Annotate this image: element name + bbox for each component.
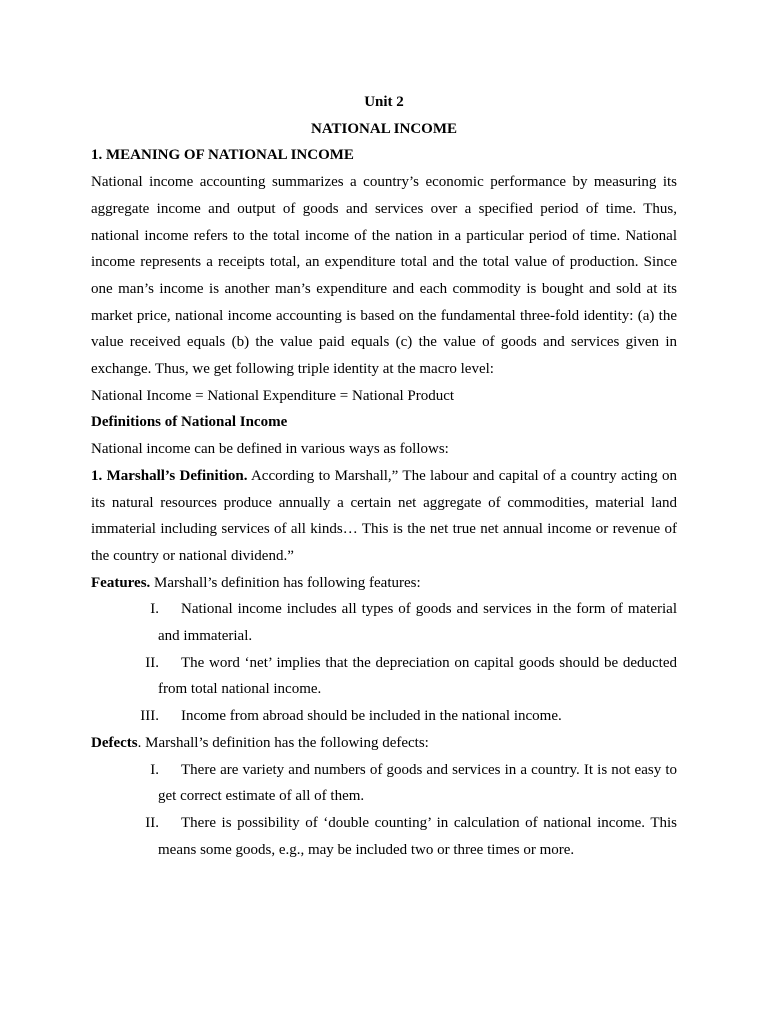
- intro-line: market price, national income accounting is based on the fundamental three-fold identity: (a) the: [91, 307, 677, 324]
- intro-line: exchange. Thus, we get following triple identity at the macro level:: [91, 361, 494, 378]
- defects-label: Defects: [91, 734, 138, 751]
- defects-text: . Marshall’s definition has the following defects:: [137, 734, 429, 751]
- list-item-continuation: means some goods, e.g., may be included two or three times or more.: [158, 841, 575, 858]
- features-intro: [91, 570, 677, 597]
- list-item: [91, 650, 677, 677]
- intro-line: aggregate income and output of goods and services over a specified period of time. Thus,: [91, 200, 677, 217]
- definitions-intro: National income can be defined in various ways as follows:: [91, 441, 449, 458]
- list-item-text: There are variety and numbers of goods and services in a country. It is not easy to: [181, 761, 677, 778]
- list-number: I.: [150, 601, 159, 618]
- marshall-label: 1. Marshall’s Definition.: [91, 467, 248, 484]
- list-item-text: There is possibility of ‘double counting’ in calculation of national income. This: [181, 814, 677, 831]
- marshall-line: immaterial including services of all kinds… This is the net true net annual income or revenue of: [91, 521, 677, 538]
- defects-list: [91, 757, 677, 864]
- list-item-text: National income includes all types of goods and services in the form of material: [181, 601, 677, 618]
- features-list: [91, 596, 677, 730]
- marshall-first-line-text: According to Marshall,” The labour and capital of a country acting on: [247, 467, 677, 484]
- list-number: III.: [140, 708, 159, 725]
- identity-line: National Income = National Expenditure = National Product: [91, 387, 455, 404]
- list-item-text: The word ‘net’ implies that the depreciation on capital goods should be deducted: [181, 654, 677, 671]
- marshall-definition: [91, 463, 677, 570]
- list-item: [91, 810, 677, 837]
- list-item: [91, 596, 677, 623]
- chapter-title: NATIONAL INCOME: [311, 120, 457, 137]
- unit-title: Unit 2: [364, 94, 404, 110]
- marshall-line: the country or national dividend.”: [91, 547, 294, 564]
- intro-line: one man’s income is another man’s expenditure and each commodity is bought and sold at its: [91, 280, 677, 297]
- list-item-continuation: from total national income.: [158, 681, 322, 698]
- list-item: [91, 703, 677, 730]
- list-item: [91, 757, 677, 784]
- marshall-line: its natural resources produce annually a certain net aggregate of commodities, material land: [91, 494, 677, 511]
- list-item-continuation: and immaterial.: [158, 628, 253, 645]
- list-item-continuation: get correct estimate of all of them.: [158, 788, 365, 805]
- intro-line: value received equals (b) the value paid equals (c) the value of goods and services given in: [91, 334, 677, 351]
- definitions-heading: Definitions of National Income: [91, 414, 288, 431]
- intro-paragraph: [91, 169, 677, 383]
- list-number: II.: [145, 654, 159, 671]
- features-label: Features.: [91, 574, 151, 591]
- list-number: II.: [145, 814, 159, 831]
- defects-intro: [91, 730, 677, 757]
- intro-line: income represents a receipts total, an expenditure total and the total value of production. Since: [91, 254, 677, 271]
- marshall-first-line: [91, 463, 677, 490]
- features-text: Marshall’s definition has following features:: [150, 574, 421, 591]
- intro-line: national income refers to the total income of the nation in a particular period of time. National: [91, 227, 677, 244]
- intro-line: National income accounting summarizes a country’s economic performance by measuring its: [91, 174, 677, 191]
- document-page: [91, 89, 677, 863]
- list-item-text: Income from abroad should be included in the national income.: [181, 708, 562, 725]
- list-number: I.: [150, 761, 159, 778]
- section-heading: 1. MEANING OF NATIONAL INCOME: [91, 147, 354, 164]
